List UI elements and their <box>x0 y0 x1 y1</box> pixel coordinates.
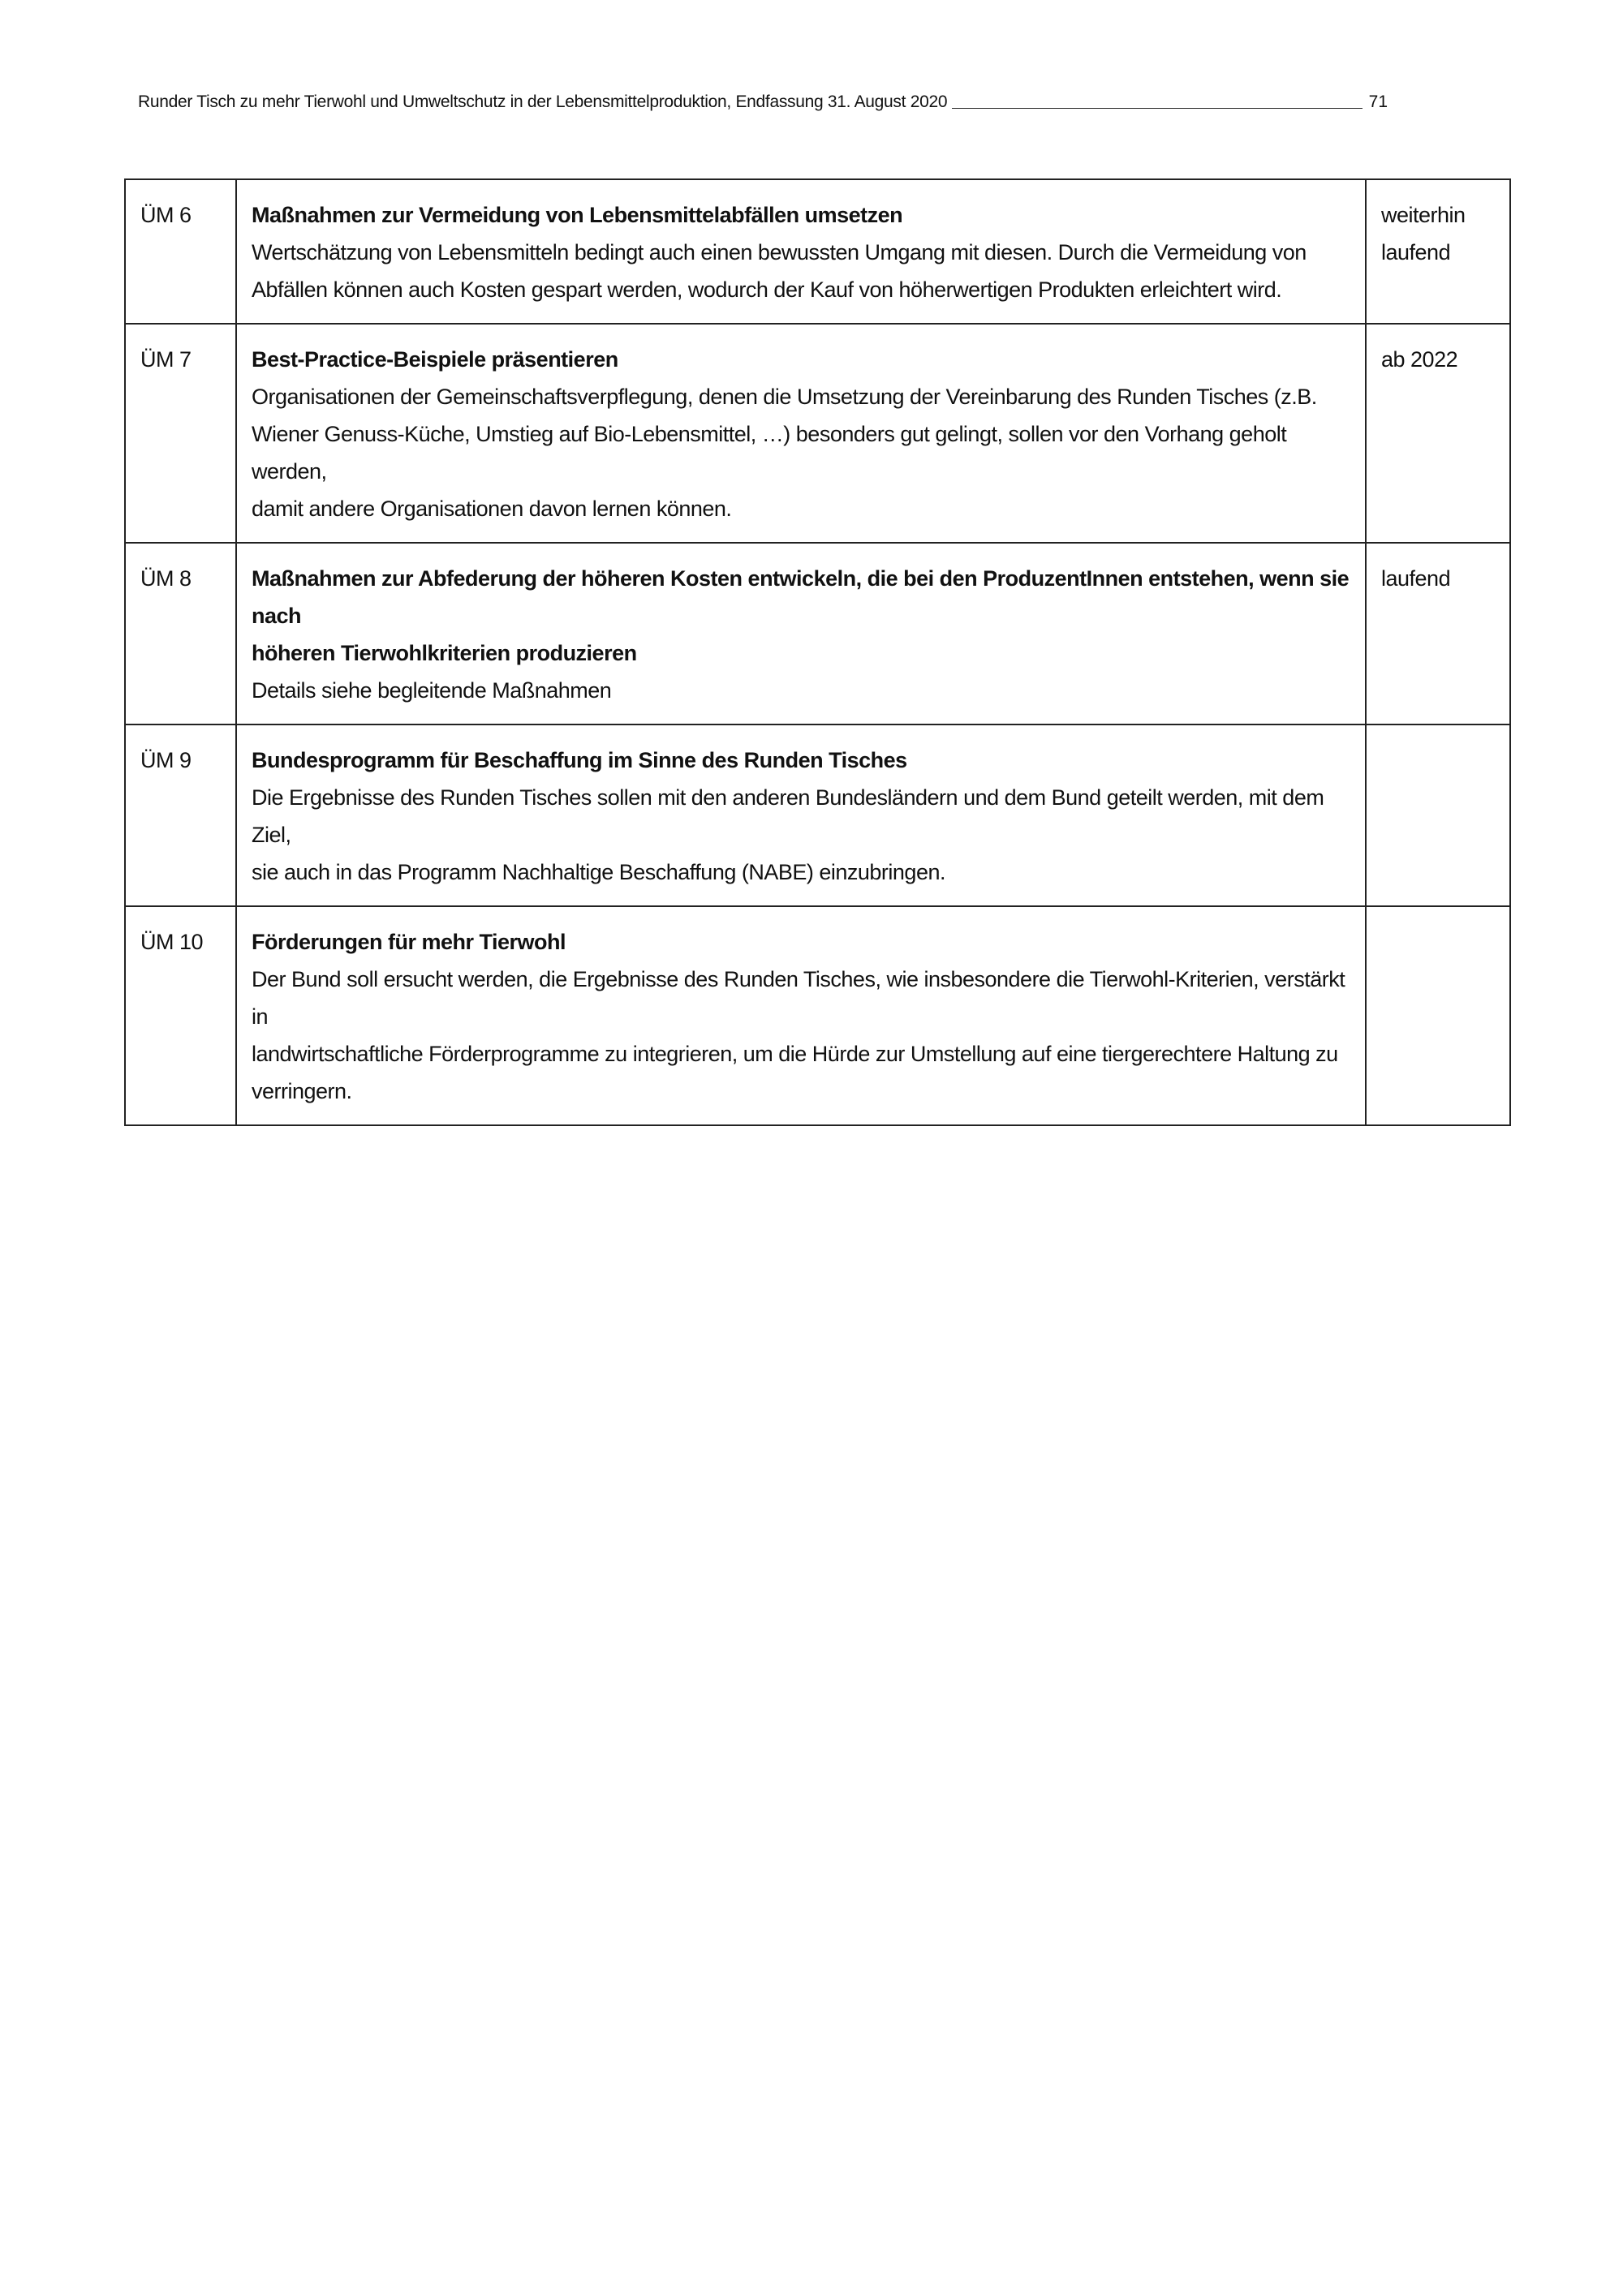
header-rule <box>952 108 1362 109</box>
page-number: 71 <box>1368 92 1388 111</box>
measure-title: Maßnahmen zur Vermeidung von Lebensmittelabfällen umsetzen <box>252 203 903 227</box>
measure-title-line: höheren Tierwohlkriterien produzieren <box>252 641 637 665</box>
measure-status-line: weiterhin <box>1381 203 1466 227</box>
measure-description-line: Details siehe begleitende Maßnahmen <box>252 678 612 703</box>
measure-status-cell <box>1366 179 1510 324</box>
measure-description-line: Der Bund soll ersucht werden, die Ergebnisse des Runden Tisches, wie insbesondere die Tierwohl-Kriterien, verstärkt in <box>252 967 1345 1029</box>
header-title: Runder Tisch zu mehr Tierwohl und Umweltschutz in der Lebensmittelproduktion, Endfassung 31. August 2020 <box>138 92 948 111</box>
page-header <box>138 91 1388 114</box>
measure-row <box>125 906 1510 1125</box>
measure-status-cell <box>1366 324 1510 543</box>
measure-description-line: damit andere Organisationen davon lernen können. <box>252 497 732 521</box>
measure-description-line: Wiener Genuss-Küche, Umstieg auf Bio-Lebensmittel, …) besonders gut gelingt, sollen vor den Vorhang geholt werden, <box>252 422 1287 484</box>
measure-id: ÜM 9 <box>140 748 192 772</box>
measure-status-line: laufend <box>1381 566 1451 591</box>
measure-row <box>125 543 1510 724</box>
measure-text-cell <box>236 543 1366 724</box>
measure-title: Förderungen für mehr Tierwohl <box>252 930 566 954</box>
measure-id: ÜM 7 <box>140 347 192 372</box>
measure-description-line: Die Ergebnisse des Runden Tisches sollen mit den anderen Bundesländern und dem Bund geteilt werden, mit dem Ziel, <box>252 785 1324 847</box>
measure-description-line: verringern. <box>252 1079 352 1103</box>
measure-text-cell <box>236 324 1366 543</box>
measure-row <box>125 724 1510 906</box>
measure-id-cell <box>125 724 236 906</box>
measure-title: Bundesprogramm für Beschaffung im Sinne des Runden Tisches <box>252 748 907 772</box>
measure-id: ÜM 8 <box>140 566 192 591</box>
measure-description-line: sie auch in das Programm Nachhaltige Beschaffung (NABE) einzubringen. <box>252 860 945 884</box>
measure-row <box>125 179 1510 324</box>
measure-status-cell <box>1366 543 1510 724</box>
measure-text-cell <box>236 179 1366 324</box>
measure-row <box>125 324 1510 543</box>
measure-text-cell <box>236 724 1366 906</box>
measure-status-cell <box>1366 724 1510 906</box>
measure-description-line: Organisationen der Gemeinschaftsverpflegung, denen die Umsetzung der Vereinbarung des Runden Tisches (z.B. <box>252 385 1317 409</box>
measure-id-cell <box>125 324 236 543</box>
measure-text-cell <box>236 906 1366 1125</box>
measure-id-cell <box>125 543 236 724</box>
measure-status-cell <box>1366 906 1510 1125</box>
measure-id: ÜM 6 <box>140 203 192 227</box>
measure-title: Best-Practice-Beispiele präsentieren <box>252 347 618 372</box>
measure-description-line: landwirtschaftliche Förderprogramme zu integrieren, um die Hürde zur Umstellung auf eine tiergerechtere Haltung zu <box>252 1042 1338 1066</box>
measure-id-cell <box>125 906 236 1125</box>
measure-description-line: Wertschätzung von Lebensmitteln bedingt auch einen bewussten Umgang mit diesen. Durch die Vermeidung von <box>252 240 1307 264</box>
measures-table <box>124 178 1511 1126</box>
measure-title-line: Maßnahmen zur Abfederung der höheren Kosten entwickeln, die bei den ProduzentInnen entstehen, wenn sie nach <box>252 566 1350 628</box>
measure-description-line: Abfällen können auch Kosten gespart werden, wodurch der Kauf von höherwertigen Produkten erleichtert wird. <box>252 277 1282 302</box>
measure-id: ÜM 10 <box>140 930 204 954</box>
measure-status-line: ab 2022 <box>1381 347 1458 372</box>
measure-id-cell <box>125 179 236 324</box>
measure-status-line: laufend <box>1381 240 1451 264</box>
